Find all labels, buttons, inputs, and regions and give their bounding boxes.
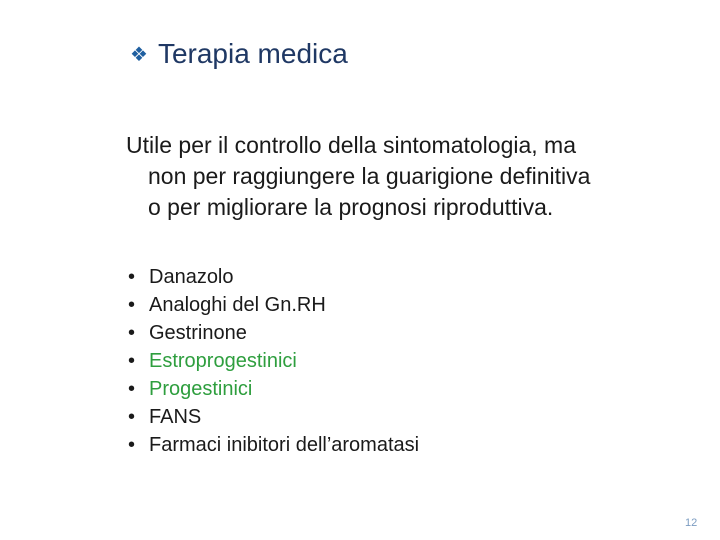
diamond-bullet-icon: ❖ — [130, 43, 148, 66]
page-number: 12 — [685, 517, 698, 529]
list-item-label: Gestrinone — [149, 322, 247, 344]
intro-paragraph — [126, 130, 706, 223]
list-item — [128, 431, 419, 459]
bullet-icon: • — [128, 434, 136, 456]
list-item — [128, 375, 419, 403]
list-item-label: Progestinici — [149, 378, 253, 400]
list-item — [128, 319, 419, 347]
bullet-icon: • — [128, 378, 136, 400]
intro-line-2: non per raggiungere la guarigione definitiva — [148, 163, 591, 189]
bullet-icon: • — [128, 266, 136, 288]
list-item-label: Estroprogestinici — [149, 350, 297, 372]
list-item — [128, 403, 419, 431]
bullet-icon: • — [128, 322, 136, 344]
list-item-label: Farmaci inibitori dell’aromatasi — [149, 434, 420, 456]
list-item-label: Analoghi del Gn.RH — [149, 294, 326, 316]
list-item-label: Danazolo — [149, 266, 234, 288]
intro-line-1: Utile per il controllo della sintomatologia, ma — [126, 132, 576, 158]
slide-title — [130, 38, 348, 70]
list-item — [128, 291, 419, 319]
bullet-icon: • — [128, 406, 136, 428]
list-item-label: FANS — [149, 406, 202, 428]
list-item — [128, 263, 419, 291]
bullet-icon: • — [128, 294, 136, 316]
list-item — [128, 347, 419, 375]
bullet-icon: • — [128, 350, 136, 372]
slide-title-text: Terapia medica — [157, 38, 348, 69]
therapy-list — [128, 263, 419, 459]
intro-line-3: o per migliorare la prognosi riproduttiva. — [148, 194, 554, 220]
